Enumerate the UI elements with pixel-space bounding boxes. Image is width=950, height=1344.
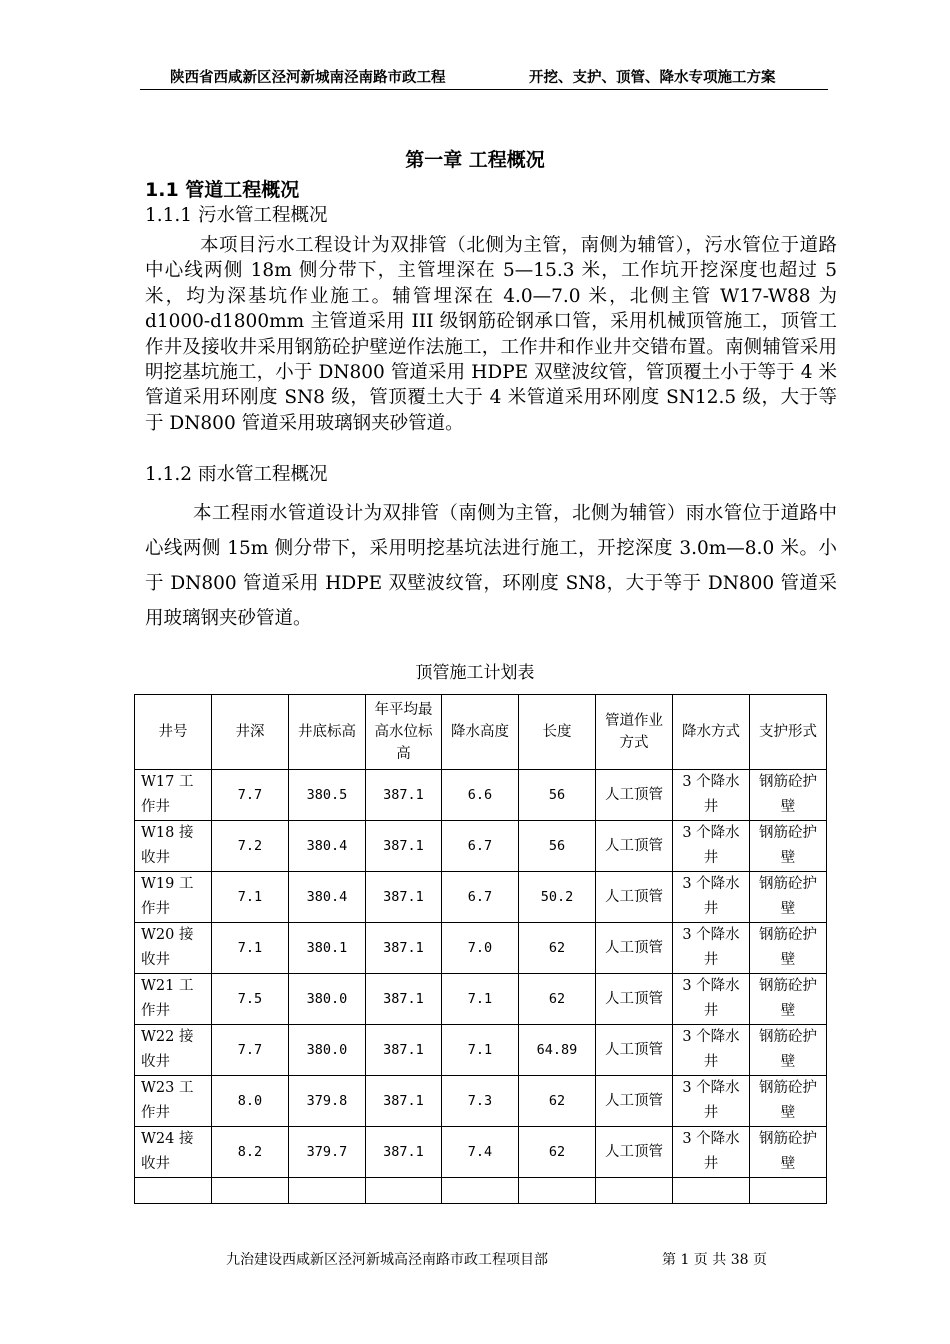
- cell-empty: [366, 1178, 442, 1204]
- cell-pipe-method: 人工顶管: [596, 1025, 673, 1076]
- cell-support: 钢筋砼护壁: [750, 1025, 827, 1076]
- cell-water-level: 387.1: [366, 1127, 442, 1178]
- cell-pipe-method: 人工顶管: [596, 1127, 673, 1178]
- col-header-well-no: 井号: [135, 695, 212, 770]
- jacking-plan-table: [134, 694, 827, 1204]
- cell-water-level: 387.1: [366, 821, 442, 872]
- cell-bottom-elevation: 380.1: [289, 923, 366, 974]
- cell-bottom-elevation: 380.4: [289, 821, 366, 872]
- cell-pipe-method: 人工顶管: [596, 770, 673, 821]
- cell-support: 钢筋砼护壁: [750, 1127, 827, 1178]
- cell-well-depth: 7.1: [212, 923, 289, 974]
- cell-well-no: W17 工作井: [135, 770, 212, 821]
- cell-drawdown: 7.3: [442, 1076, 519, 1127]
- cell-water-level: 387.1: [366, 1025, 442, 1076]
- footer-page-number: 第 1 页 共 38 页: [662, 1252, 767, 1268]
- cell-support: 钢筋砼护壁: [750, 872, 827, 923]
- cell-dewatering: 3 个降水井: [673, 1127, 750, 1178]
- cell-support: 钢筋砼护壁: [750, 974, 827, 1025]
- cell-dewatering: 3 个降水井: [673, 821, 750, 872]
- section-title: 1.1 管道工程概况: [145, 179, 300, 201]
- cell-water-level: 387.1: [366, 974, 442, 1025]
- cell-well-depth: 7.5: [212, 974, 289, 1025]
- cell-empty: [135, 1178, 212, 1204]
- cell-water-level: 387.1: [366, 923, 442, 974]
- col-header-water-level: 年平均最高水位标高: [366, 695, 442, 770]
- header-rule: [140, 89, 828, 90]
- cell-well-no: W19 工作井: [135, 872, 212, 923]
- cell-well-no: W22 接收井: [135, 1025, 212, 1076]
- cell-support: 钢筋砼护壁: [750, 770, 827, 821]
- cell-pipe-method: 人工顶管: [596, 923, 673, 974]
- cell-empty: [750, 1178, 827, 1204]
- cell-well-depth: 7.7: [212, 1025, 289, 1076]
- cell-bottom-elevation: 380.0: [289, 974, 366, 1025]
- table-header-row: [135, 695, 827, 770]
- cell-drawdown: 7.4: [442, 1127, 519, 1178]
- col-header-bottom-elevation: 井底标高: [289, 695, 366, 770]
- cell-length: 64.89: [519, 1025, 596, 1076]
- cell-water-level: 387.1: [366, 770, 442, 821]
- cell-pipe-method: 人工顶管: [596, 872, 673, 923]
- cell-empty: [289, 1178, 366, 1204]
- cell-support: 钢筋砼护壁: [750, 923, 827, 974]
- cell-well-depth: 7.2: [212, 821, 289, 872]
- cell-length: [519, 1178, 596, 1204]
- subsection-rain-title: 1.1.2 雨水管工程概况: [145, 464, 328, 485]
- cell-dewatering: 3 个降水井: [673, 1076, 750, 1127]
- cell-water-level: 387.1: [366, 872, 442, 923]
- cell-empty: [673, 1178, 750, 1204]
- cell-length: 50.2: [519, 872, 596, 923]
- header-doc-title: 开挖、支护、顶管、降水专项施工方案: [529, 70, 776, 86]
- chapter-title: 第一章 工程概况: [405, 149, 545, 171]
- cell-drawdown: 6.6: [442, 770, 519, 821]
- cell-bottom-elevation: 379.7: [289, 1127, 366, 1178]
- cell-well-no: W21 工作井: [135, 974, 212, 1025]
- col-header-dewatering: 降水方式: [673, 695, 750, 770]
- cell-drawdown: 6.7: [442, 872, 519, 923]
- cell-length: 62: [519, 974, 596, 1025]
- cell-bottom-elevation: 380.4: [289, 872, 366, 923]
- cell-dewatering: 3 个降水井: [673, 872, 750, 923]
- cell-pipe-method: 人工顶管: [596, 1076, 673, 1127]
- rain-paragraph: 本工程雨水管道设计为双排管（南侧为主管，北侧为辅管）雨水管位于道路中心线两侧 15m 侧分带下，采用明挖基坑法进行施工，开挖深度 3.0m—8.0 米。小于 DN800 管道采用 HDPE 双壁波纹管，环刚度 SN8，大于等于 DN800 管道采用玻璃钢夹砂管道。: [145, 503, 837, 629]
- cell-drawdown: 7.1: [442, 1025, 519, 1076]
- cell-length: 62: [519, 1076, 596, 1127]
- cell-length: 62: [519, 923, 596, 974]
- cell-support: 钢筋砼护壁: [750, 821, 827, 872]
- cell-length: 62: [519, 1127, 596, 1178]
- page-footer: [226, 1249, 767, 1269]
- cell-bottom-elevation: 380.5: [289, 770, 366, 821]
- col-header-well-depth: 井深: [212, 695, 289, 770]
- cell-length: 56: [519, 770, 596, 821]
- footer-org: 九治建设西咸新区泾河新城高泾南路市政工程项目部: [226, 1252, 548, 1268]
- table-body: [135, 770, 827, 1204]
- cell-drawdown: 7.1: [442, 974, 519, 1025]
- cell-drawdown: 7.0: [442, 923, 519, 974]
- cell-well-depth: 7.1: [212, 872, 289, 923]
- cell-well-no: W23 工作井: [135, 1076, 212, 1127]
- header-project: 陕西省西咸新区泾河新城南泾南路市政工程: [170, 70, 446, 86]
- col-header-pipe-method: 管道作业方式: [596, 695, 673, 770]
- cell-dewatering: 3 个降水井: [673, 923, 750, 974]
- cell-drawdown: 6.7: [442, 821, 519, 872]
- col-header-drawdown: 降水高度: [442, 695, 519, 770]
- page-header: [170, 66, 810, 87]
- col-header-support: 支护形式: [750, 695, 827, 770]
- subsection-sewage-title: 1.1.1 污水管工程概况: [145, 205, 328, 226]
- cell-empty: [212, 1178, 289, 1204]
- cell-bottom-elevation: 380.0: [289, 1025, 366, 1076]
- cell-dewatering: 3 个降水井: [673, 1025, 750, 1076]
- cell-bottom-elevation: 379.8: [289, 1076, 366, 1127]
- cell-dewatering: 3 个降水井: [673, 770, 750, 821]
- cell-well-no: W20 接收井: [135, 923, 212, 974]
- cell-well-depth: 8.2: [212, 1127, 289, 1178]
- cell-well-no: W18 接收井: [135, 821, 212, 872]
- cell-well-no: W24 接收井: [135, 1127, 212, 1178]
- table-caption: 顶管施工计划表: [415, 663, 535, 683]
- cell-empty: [442, 1178, 519, 1204]
- cell-well-depth: 7.7: [212, 770, 289, 821]
- cell-pipe-method: [596, 1178, 673, 1204]
- cell-length: 56: [519, 821, 596, 872]
- cell-pipe-method: 人工顶管: [596, 974, 673, 1025]
- sewage-paragraph: 本项目污水工程设计为双排管（北侧为主管，南侧为辅管），污水管位于道路中心线两侧 18m 侧分带下，主管埋深在 5—15.3 米，工作坑开挖深度也超过 5 米，均为深基坑作业施工。辅管埋深在 4.0—7.0 米，北侧主管 W17-W88 为 d1000-d1800mm 主管道采用 III 级钢筋砼钢承口管，采用机械顶管施工，顶管工作井及接收井采用钢筋砼护壁逆作法施工，工作井和作业井交错布置。南侧辅管采用明挖基坑施工，小于 DN800 管道采用 HDPE 双壁波纹管，管顶覆土小于等于 4 米管道采用环刚度 SN8 级，管顶覆土大于 4 米管道采用环刚度 SN12.5 级，大于等于 DN800 管道采用玻璃钢夹砂管道。: [145, 235, 837, 434]
- cell-well-depth: 8.0: [212, 1076, 289, 1127]
- cell-pipe-method: 人工顶管: [596, 821, 673, 872]
- col-header-length: 长度: [519, 695, 596, 770]
- cell-water-level: 387.1: [366, 1076, 442, 1127]
- cell-dewatering: 3 个降水井: [673, 974, 750, 1025]
- cell-support: 钢筋砼护壁: [750, 1076, 827, 1127]
